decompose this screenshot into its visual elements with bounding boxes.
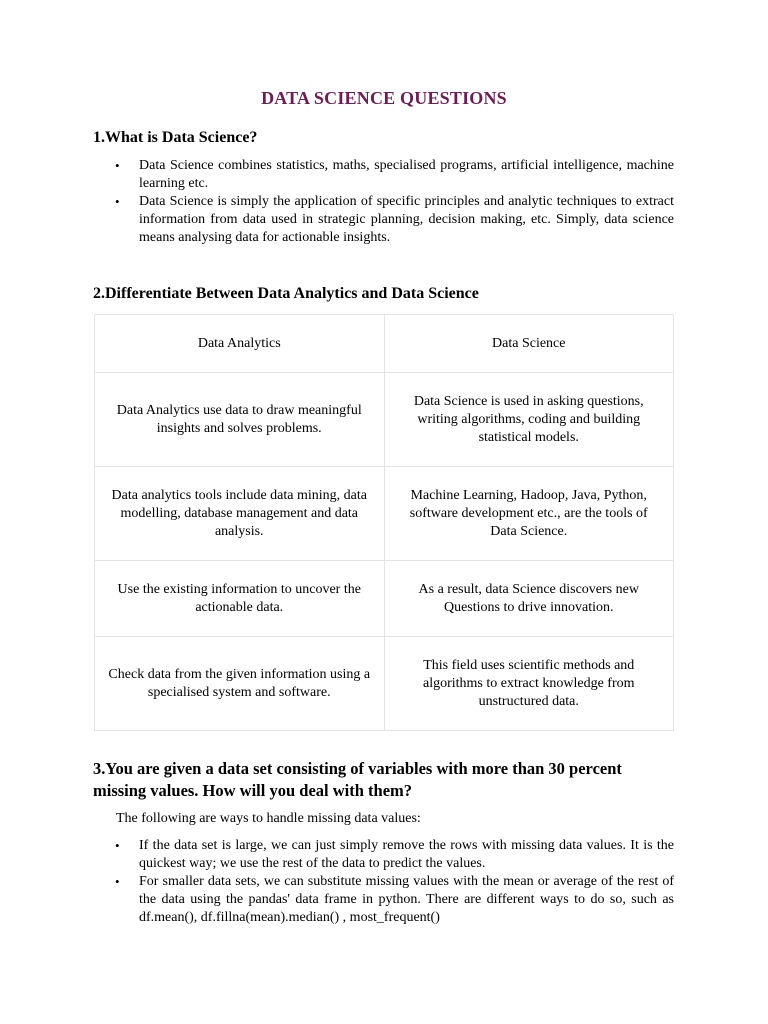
list-item <box>93 837 674 873</box>
table-header-cell: Data Science <box>384 315 674 373</box>
bullet-icon: • <box>115 194 120 209</box>
bullet-text: Data Science is simply the application of specific principles and analytic techniques to extract information from data used in strategic planning, decision making, etc. Simply, data science means analysing data for actionable insights. <box>139 194 674 245</box>
bullet-icon: • <box>115 838 120 853</box>
table-cell: Check data from the given information using a specialised system and software. <box>95 637 385 731</box>
table-header-cell: Data Analytics <box>95 315 385 373</box>
bullet-text: If the data set is large, we can just simply remove the rows with missing data values. It is the quickest way; we use the rest of the data to predict the values. <box>139 838 674 871</box>
question-2-heading: 2.Differentiate Between Data Analytics and Data Science <box>93 285 479 302</box>
question-3-intro: The following are ways to handle missing data values: <box>116 811 421 826</box>
table-cell: Data analytics tools include data mining, data modelling, database management and data analysis. <box>95 467 385 561</box>
table-cell: This field uses scientific methods and algorithms to extract knowledge from unstructured data. <box>384 637 674 731</box>
table-row <box>95 467 674 561</box>
comparison-table <box>94 314 674 731</box>
list-item <box>93 873 674 927</box>
bullet-text: Data Science combines statistics, maths, specialised programs, artificial intelligence, machine learning etc. <box>139 158 674 191</box>
page-title: DATA SCIENCE QUESTIONS <box>261 88 507 108</box>
bullet-icon: • <box>115 158 120 173</box>
question-1-heading: 1.What is Data Science? <box>93 129 258 146</box>
table-cell: Data Science is used in asking questions, writing algorithms, coding and building statistical models. <box>384 373 674 467</box>
table-cell: Use the existing information to uncover the actionable data. <box>95 561 385 637</box>
table-cell: Machine Learning, Hadoop, Java, Python, software development etc., are the tools of Data Science. <box>384 467 674 561</box>
table-row <box>95 561 674 637</box>
table-cell: Data Analytics use data to draw meaningful insights and solves problems. <box>95 373 385 467</box>
question-1-bullet-list <box>93 157 674 247</box>
list-item <box>93 193 674 247</box>
list-item <box>93 157 674 193</box>
question-3-heading: 3.You are given a data set consisting of variables with more than 30 percent missing values. How will you deal with them? <box>93 759 622 800</box>
bullet-text: For smaller data sets, we can substitute missing values with the mean or average of the rest of the data using the pandas' data frame in python. There are different ways to do so, such as df.mean(), df.fillna(mean).median() , most_frequent() <box>139 874 674 925</box>
table-row <box>95 637 674 731</box>
table-header-row <box>95 315 674 373</box>
question-3-bullet-list <box>93 837 674 927</box>
table-row <box>95 373 674 467</box>
bullet-icon: • <box>115 874 120 889</box>
table-cell: As a result, data Science discovers new Questions to drive innovation. <box>384 561 674 637</box>
